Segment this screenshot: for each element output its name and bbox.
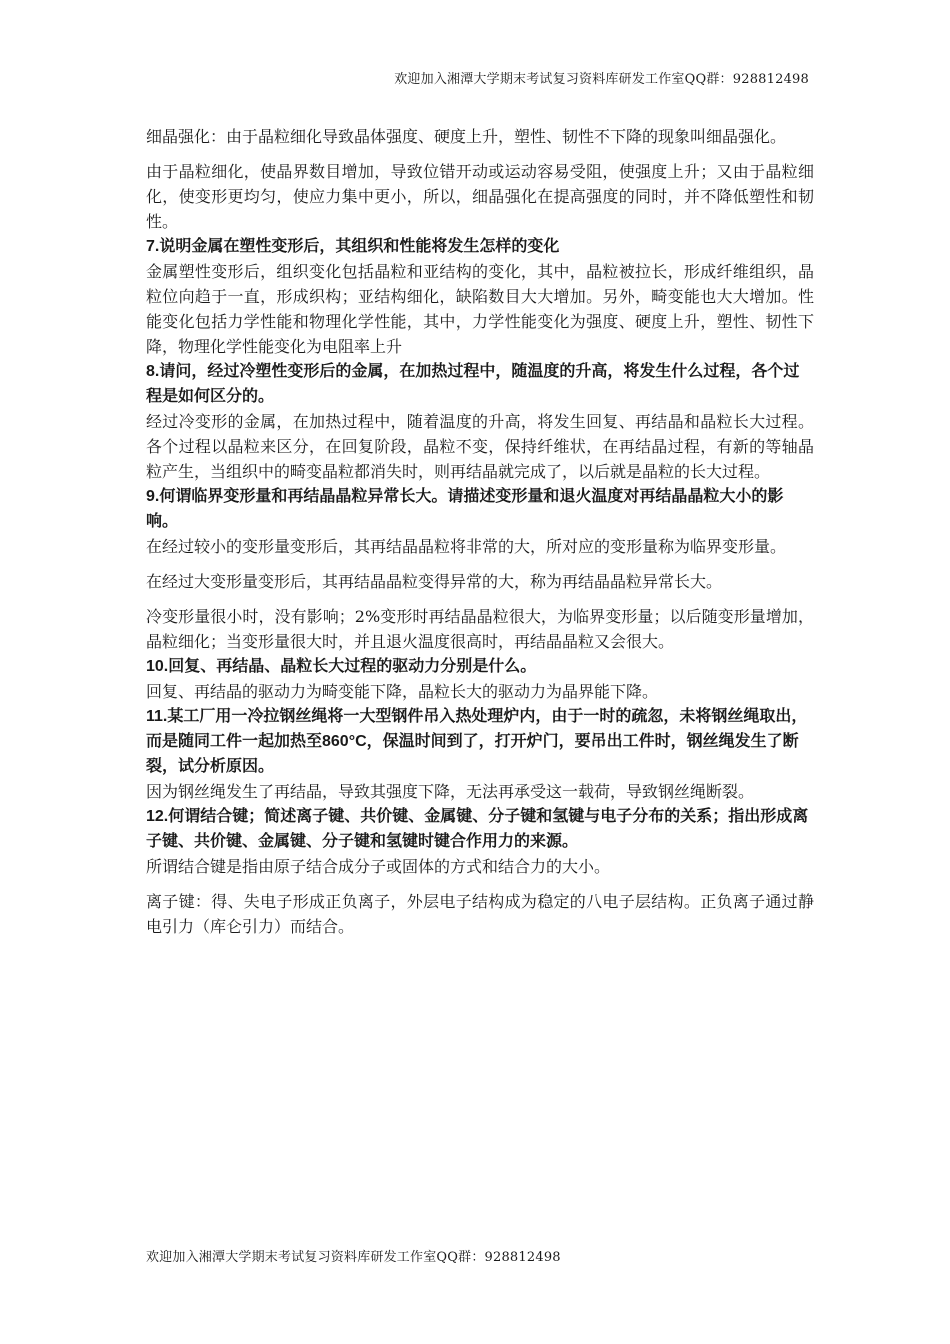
question-11: 11.某工厂用一冷拉钢丝绳将一大型钢件吊入热处理炉内，由于一时的疏忽，未将钢丝绳取出，而是随同工件一起加热至860°C，保温时间到了，打开炉门，要吊出工件时，钢丝绳发生了断裂，试分析原因。 <box>146 708 808 775</box>
answer-9-influence: 冷变形量很小时，没有影响；2%变形时再结晶晶粒很大，为临界变形量；以后随变形量增加，晶粒细化；当变形量很大时，并且退火温度很高时，再结晶晶粒又会很大。 <box>146 607 814 651</box>
question-8: 8.请问，经过冷塑性变形后的金属，在加热过程中，随温度的升高，将发生什么过程，各个过程是如何区分的。 <box>146 363 800 405</box>
question-12: 12.何谓结合键；简述离子键、共价键、金属键、分子键和氢键与电子分布的关系；指出形成离子键、共价键、金属键、分子键和氢键时键合作用力的来源。 <box>146 808 809 850</box>
page-header: 欢迎加入湘潭大学期末考试复习资料库研发工作室QQ群：928812498 <box>394 72 809 87</box>
answer-9-critical-deformation: 在经过较小的变形量变形后，其再结晶晶粒将非常的大，所对应的变形量称为临界变形量。 <box>146 537 787 556</box>
answer-10: 回复、再结晶的驱动力为畸变能下降，晶粒长大的驱动力为晶界能下降。 <box>146 682 659 701</box>
answer-7: 金属塑性变形后，组织变化包括晶粒和亚结构的变化，其中，晶粒被拉长，形成纤维组织，晶粒位向趋于一直，形成织构；亚结构细化，缺陷数目大大增加。另外，畸变能也大大增加。性能变化包括力学性能和物理化学性能，其中，力学性能变化为强度、硬度上升，塑性、韧性下降，物理化学性能变化为电阻率上升 <box>146 262 814 356</box>
paragraph-fine-grain-explanation: 由于晶粒细化，使晶界数目增加，导致位错开动或运动容易受阻，使强度上升；又由于晶粒细化，使变形更均匀，使应力集中更小，所以，细晶强化在提高强度的同时，并不降低塑性和韧性。 <box>146 162 814 231</box>
answer-12-definition: 所谓结合键是指由原子结合成分子或固体的方式和结合力的大小。 <box>146 857 611 876</box>
paragraph-fine-grain-definition: 细晶强化：由于晶粒细化导致晶体强度、硬度上升，塑性、韧性不下降的现象叫细晶强化。 <box>146 127 787 146</box>
question-10: 10.回复、再结晶、晶粒长大过程的驱动力分别是什么。 <box>146 658 537 675</box>
document-body <box>146 124 814 939</box>
answer-9-abnormal-growth: 在经过大变形量变形后，其再结晶晶粒变得异常的大，称为再结晶晶粒异常长大。 <box>146 572 723 591</box>
answer-11: 因为钢丝绳发生了再结晶，导致其强度下降，无法再承受这一载荷，导致钢丝绳断裂。 <box>146 782 755 801</box>
answer-12-ionic-bond: 离子键：得、失电子形成正负离子，外层电子结构成为稳定的八电子层结构。正负离子通过静电引力（库仑引力）而结合。 <box>146 892 814 936</box>
page-footer: 欢迎加入湘潭大学期末考试复习资料库研发工作室QQ群：928812498 <box>146 1250 561 1265</box>
question-9: 9.何谓临界变形量和再结晶晶粒异常长大。请描述变形量和退火温度对再结晶晶粒大小的影响。 <box>146 488 784 530</box>
answer-8: 经过冷变形的金属，在加热过程中，随着温度的升高，将发生回复、再结晶和晶粒长大过程。各个过程以晶粒来区分，在回复阶段，晶粒不变，保持纤维状，在再结晶过程，有新的等轴晶粒产生，当组织中的畸变晶粒都消失时，则再结晶就完成了，以后就是晶粒的长大过程。 <box>146 412 814 481</box>
question-7: 7.说明金属在塑性变形后，其组织和性能将发生怎样的变化 <box>146 238 560 255</box>
